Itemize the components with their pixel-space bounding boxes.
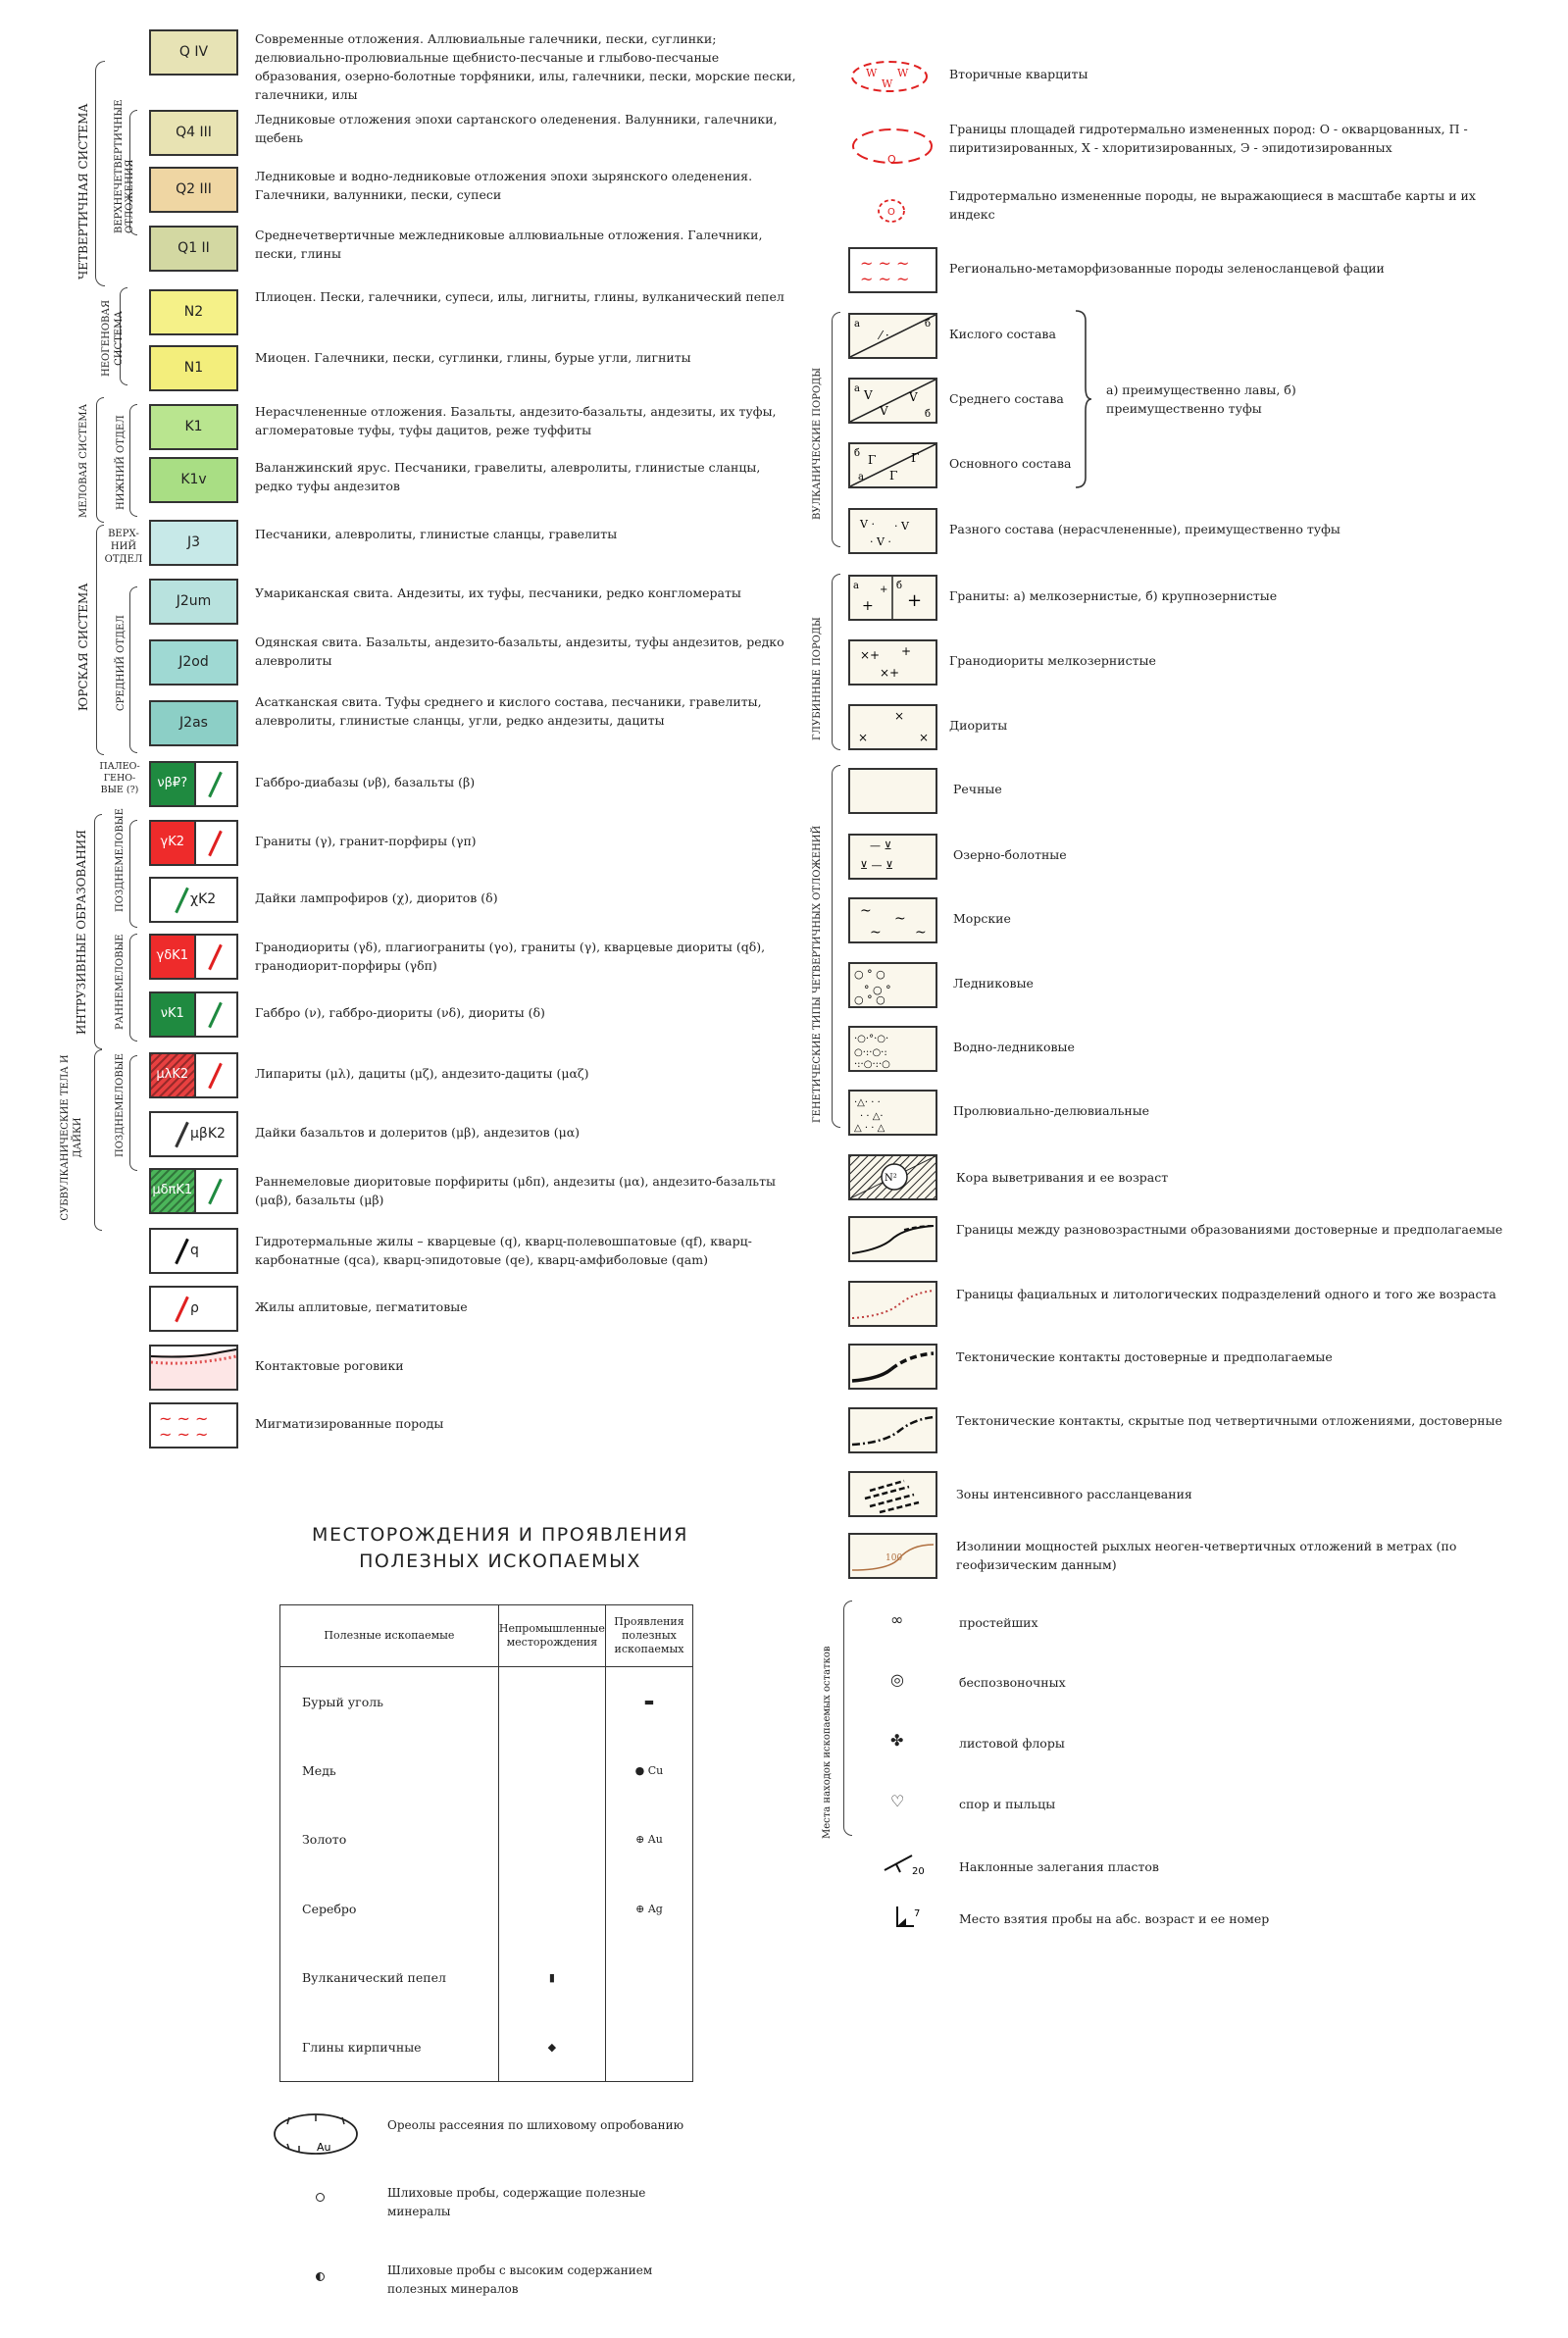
- intrusive-swatch: [149, 934, 238, 980]
- misc-desc: Кора выветривания и ее возраст: [956, 1170, 1169, 1185]
- strata-desc: Плиоцен. Пески, галечники, супеси, илы, лигниты, глины, вулканический пепел: [255, 289, 784, 304]
- svg-text:×+: ×+: [860, 648, 881, 662]
- deep-symbol: [848, 639, 937, 686]
- hydrothermal-boundary-symbol: [848, 124, 936, 169]
- dyke-stroke: [208, 1002, 223, 1029]
- svg-text:+: +: [862, 598, 874, 614]
- svg-text:~ ~ ~: ~ ~ ~: [860, 270, 910, 288]
- volcanic-desc: Основного состава: [949, 456, 1072, 471]
- svg-text:○ ° ○: ○ ° ○: [854, 968, 885, 981]
- mine-name: Глины кирпичные: [280, 2012, 499, 2082]
- deep-symbol: [848, 704, 937, 750]
- dyke-stroke: [175, 888, 189, 914]
- late-cret-label: ПОЗДНЕМЕЛОВЫЕ: [115, 808, 126, 912]
- svg-text:· · △·: · · △·: [860, 1111, 884, 1122]
- misc-desc: Изолинии мощностей рыхлых неоген-четвертичных отложений в метрах (по геофизическим данным): [956, 1539, 1457, 1572]
- svg-text:○ ° ○: ○ ° ○: [854, 993, 885, 1006]
- svg-text:·○·°·○·: ·○·°·○·: [854, 1034, 889, 1044]
- intrusive-desc: Дайки базальтов и долеритов (μβ), андезитов (μα): [255, 1125, 581, 1140]
- intrusive-symbol: νK1: [151, 993, 194, 1036]
- mine-deposit-symbol: [498, 1805, 605, 1875]
- misc-desc: Границы между разновозрастными образованиями достоверные и предполагаемые: [956, 1222, 1503, 1237]
- fossil-desc: простейших: [959, 1615, 1038, 1630]
- mine-name: Бурый уголь: [280, 1667, 499, 1737]
- intrusive-symbol: μβK2: [190, 1126, 226, 1142]
- mine-show-symbol: [605, 2012, 692, 2082]
- svg-text:V: V: [864, 388, 873, 402]
- volcanic-desc: Разного состава (нерасчлененные), преимущественно туфы: [949, 522, 1340, 536]
- svg-text:N²: N²: [885, 1173, 897, 1184]
- deep-symbol: [848, 575, 937, 621]
- svg-text:W: W: [897, 67, 909, 79]
- svg-text:~: ~: [870, 925, 882, 940]
- halo-label: Au: [317, 2141, 331, 2154]
- right-top-0: Вторичные кварциты: [949, 67, 1088, 81]
- genetic-desc: Речные: [953, 782, 1002, 796]
- genetic-label: ГЕНЕТИЧЕСКИЕ ТИПЫ ЧЕТВЕРТИЧНЫХ ОТЛОЖЕНИЙ: [812, 825, 823, 1123]
- svg-text:Γ: Γ: [911, 451, 920, 465]
- strata-desc: Одянская свита. Базальты, андезито-базальты, андезиты, туфы андезитов, редко алевролиты: [255, 635, 784, 668]
- misc-symbol: [848, 1216, 937, 1262]
- svg-text:· V: · V: [894, 520, 909, 533]
- mine-name: Золото: [280, 1805, 499, 1875]
- svg-text:W: W: [882, 77, 893, 90]
- strata-swatch: Q2 III: [149, 167, 238, 213]
- genetic-desc: Водно-ледниковые: [953, 1040, 1075, 1054]
- svg-text:×: ×: [894, 709, 905, 723]
- sample-symbol: [894, 1903, 934, 1932]
- volcanic-note: а) преимущественно лавы, б) преимущественно туфы: [1106, 382, 1296, 416]
- intrusive-symbol: γδK1: [151, 936, 194, 978]
- strata-desc: Среднечетвертичные межледниковые аллювиальные отложения. Галечники, пески, глины: [255, 228, 763, 261]
- mine-table: [279, 1604, 693, 2082]
- volcanic-label: ВУЛКАНИЧЕСКИЕ ПОРОДЫ: [812, 367, 823, 520]
- intrusive-desc: Габбро-диабазы (νβ), базальты (β): [255, 775, 476, 789]
- svg-text:а: а: [854, 383, 860, 394]
- intrusive-symbol: γK2: [151, 822, 194, 864]
- misc-symbol: [848, 1281, 937, 1327]
- svg-text:— ⊻: — ⊻: [870, 839, 892, 852]
- mine-title: МЕСТОРОЖДЕНИЯ И ПРОЯВЛЕНИЯ ПОЛЕЗНЫХ ИСКОПАЕМЫХ: [312, 1524, 688, 1572]
- deep-desc: Гранодиориты мелкозернистые: [949, 653, 1156, 668]
- svg-text:а: а: [854, 319, 860, 330]
- hydrothermal-small-label: О: [887, 207, 895, 218]
- migmatite-pattern: [151, 1404, 236, 1447]
- svg-text:+: +: [901, 644, 912, 658]
- subvolcanic-label: СУБВУЛКАНИЧЕСКИЕ ТЕЛА И ДАЙКИ: [60, 1054, 83, 1221]
- shlich-filled-icon: [316, 2272, 325, 2281]
- deep-desc: Граниты: а) мелкозернистые, б) крупнозернистые: [949, 588, 1278, 603]
- deep-label: ГЛУБИННЫЕ ПОРОДЫ: [812, 617, 823, 740]
- volcanic-desc: Кислого состава: [949, 327, 1056, 341]
- dyke-stroke: [208, 831, 223, 857]
- middle-dept-label: СРЕДНИЙ ОТДЕЛ: [116, 615, 126, 711]
- intrusive-desc: Жилы аплитовые, пегматитовые: [255, 1299, 468, 1314]
- svg-text:б: б: [925, 409, 932, 420]
- mine-name: Медь: [280, 1736, 499, 1805]
- cretaceous-bracket: [96, 397, 104, 523]
- svg-text:V ·: V ·: [860, 518, 875, 531]
- mine-deposit-symbol: ▮: [498, 1944, 605, 2013]
- strata-swatch: Q1 II: [149, 226, 238, 272]
- misc-symbol: [848, 1533, 937, 1579]
- intrusive-swatch: [149, 1168, 238, 1214]
- fossil-icon: ♡: [890, 1792, 905, 1810]
- intrusive-swatch: [149, 820, 238, 866]
- svg-text:100: 100: [885, 1553, 903, 1563]
- intrusive-symbol: q: [190, 1243, 199, 1258]
- halo-symbol: [270, 2109, 363, 2162]
- strata-swatch: Q IV: [149, 29, 238, 76]
- intrusive-symbol: χK2: [190, 891, 217, 907]
- intrusive-desc: Дайки лампрофиров (χ), диоритов (δ): [255, 890, 498, 905]
- dip-symbol: [883, 1851, 932, 1880]
- intrusive-desc: Габбро (ν), габбро-диориты (νδ), диориты (δ): [255, 1005, 545, 1020]
- dyke-stroke: [175, 1296, 189, 1323]
- intrusive-symbol: ρ: [190, 1300, 199, 1316]
- strata-desc: Валанжинский ярус. Песчаники, гравелиты, алевролиты, глинистые сланцы, редко туфы андезитов: [255, 460, 761, 493]
- paleogene-label: ПАЛЕО-ГЕНО-ВЫЕ (?): [99, 761, 140, 795]
- intrusive-swatch: [149, 1111, 238, 1157]
- svg-text:Γ: Γ: [889, 469, 898, 483]
- intrusive-label: ИНТРУЗИВНЫЕ ОБРАЗОВАНИЯ: [75, 830, 88, 1035]
- strata-desc: Умариканская свита. Андезиты, их туфы, песчаники, редко конгломераты: [255, 585, 741, 600]
- fossil-desc: беспозвоночных: [959, 1675, 1066, 1690]
- volcanic-symbol: [848, 313, 937, 359]
- strata-desc: Песчаники, алевролиты, глинистые сланцы, гравелиты: [255, 527, 618, 541]
- genetic-bracket: [832, 765, 840, 1128]
- fossil-icon: ✤: [890, 1731, 904, 1750]
- intrusive-desc: Гидротермальные жилы – кварцевые (q), кварц-полевошпатовые (qf), кварц-карбонатные (qca), кварц-эпидотовые (qe), кварц-амфиболовые (qam): [255, 1234, 752, 1267]
- strata-desc: Ледниковые и водно-ледниковые отложения эпохи зырянского оледенения. Галечники, валунники, пески, супеси: [255, 169, 753, 202]
- mine-show-symbol: [605, 1944, 692, 2013]
- dyke-stroke: [175, 1122, 189, 1148]
- svg-text:○·:·○·:: ○·:·○·:: [854, 1047, 887, 1058]
- intrusive-swatch: [149, 761, 238, 807]
- strata-desc: Нерасчлененные отложения. Базальты, андезито-базальты, андезиты, их туфы, агломератовые туфы, туфы дацитов, реже туффиты: [255, 404, 777, 437]
- mine-row: [280, 2012, 693, 2082]
- right-top-2: Гидротермально измененные породы, не выражающиеся в масштабе карты и их индекс: [949, 188, 1476, 222]
- misc-desc: Зоны интенсивного рассланцевания: [956, 1487, 1192, 1501]
- mine-deposit-symbol: [498, 1667, 605, 1737]
- intrusive-desc: Гранодиориты (γδ), плагиограниты (γо), граниты (γ), кварцевые диориты (qδ), гранодиорит-порфиры (γδπ): [255, 940, 766, 973]
- volcanic-symbol: [848, 378, 937, 424]
- fossil-icon: ◎: [890, 1670, 904, 1689]
- neogene-label: НЕОГЕНОВАЯ СИСТЕМА: [101, 299, 125, 378]
- right-top-1: Границы площадей гидротермально измененных пород: О - окварцованных, П - пиритизированных, Х - хлоритизированных, Э - эпидотизированных: [949, 122, 1468, 155]
- intrusive-desc: Контактовые роговики: [255, 1358, 404, 1373]
- dip-label: 20: [912, 1866, 925, 1877]
- halo-text: Ореолы рассеяния по шлиховому опробованию: [387, 2118, 684, 2132]
- intrusive-dyke-cell: [194, 822, 237, 864]
- misc-desc: Границы фациальных и литологических подразделений одного и того же возраста: [956, 1287, 1496, 1301]
- mine-row: [280, 1805, 693, 1875]
- intrusive-swatch: [149, 877, 238, 923]
- svg-text:~: ~: [915, 925, 927, 940]
- hydrothermal-boundary-label: О: [887, 153, 896, 166]
- dyke-stroke: [208, 772, 223, 798]
- intrusive-desc: Мигматизированные породы: [255, 1416, 444, 1431]
- dip-text: Наклонные залегания пластов: [959, 1859, 1159, 1874]
- genetic-desc: Морские: [953, 911, 1011, 926]
- svg-text:V: V: [880, 404, 888, 418]
- svg-text:б: б: [854, 448, 861, 459]
- early-cret-label: РАННЕМЕЛОВЫЕ: [115, 934, 126, 1030]
- intrusive-swatch: [149, 991, 238, 1038]
- fossil-icon: ∞: [890, 1610, 904, 1629]
- mine-name: Серебро: [280, 1874, 499, 1944]
- strata-swatch: J2um: [149, 579, 238, 625]
- intrusive-symbol: νβ₽?: [151, 763, 194, 805]
- genetic-desc: Озерно-болотные: [953, 847, 1067, 862]
- shlich-open-icon: [316, 2193, 325, 2202]
- svg-text:W: W: [866, 67, 878, 79]
- dyke-stroke: [208, 1063, 223, 1090]
- mine-row: [280, 1667, 693, 1737]
- intrusive-dyke-cell: [194, 1170, 237, 1212]
- mine-show-symbol: ● Cu: [605, 1736, 692, 1805]
- volcanic-symbol: [848, 508, 937, 554]
- metamorphic-symbol: [848, 247, 937, 293]
- upper-quaternary-label: ВЕРХНЕЧЕТВЕРТИЧНЫЕ ОТЛОЖЕНИЯ: [114, 99, 135, 233]
- svg-text:V: V: [909, 390, 918, 404]
- mine-row: [280, 1874, 693, 1944]
- strata-desc: Асатканская свита. Туфы среднего и кислого состава, песчаники, гравелиты, алевролиты, глинистые сланцы, угли, редко андезиты, дациты: [255, 694, 762, 728]
- intrusive-swatch: [149, 1228, 238, 1274]
- fossil-label: Места находок ископаемых остатков: [822, 1646, 833, 1839]
- misc-symbol: [848, 1154, 937, 1200]
- fossil-desc: листовой флоры: [959, 1736, 1065, 1751]
- strata-swatch: N1: [149, 345, 238, 391]
- svg-text:б: б: [925, 319, 932, 330]
- quaternary-label: ЧЕТВЕРТИЧНАЯ СИСТЕМА: [76, 103, 90, 280]
- svg-text:⁄ ·: ⁄ ·: [880, 329, 889, 342]
- misc-desc: Тектонические контакты, скрытые под четвертичными отложениями, достоверные: [956, 1413, 1502, 1428]
- quaternary-bracket: [95, 61, 105, 286]
- upper-dept-label: ВЕРХ-НИЙ ОТДЕЛ: [104, 529, 143, 565]
- svg-text:~: ~: [860, 903, 872, 919]
- genetic-symbol: [848, 1090, 937, 1136]
- misc-desc: Тектонические контакты достоверные и предполагаемые: [956, 1349, 1333, 1364]
- volcanic-brace: [1074, 309, 1093, 490]
- intrusive-swatch: [149, 1345, 238, 1391]
- mine-show-symbol: ▬: [605, 1667, 692, 1737]
- mine-show-symbol: ⊕ Ag: [605, 1874, 692, 1944]
- strata-swatch: K1: [149, 404, 238, 450]
- strata-desc: Современные отложения. Аллювиальные галечники, пески, суглинки; делювиально-пролювиальные щебнисто-песчаные и глыбово-песчаные образования, озерно-болотные торфяники, илы, галечники, пески, морские пески, галечники, илы: [255, 31, 796, 102]
- intrusive-desc: Граниты (γ), гранит-порфиры (γπ): [255, 834, 477, 848]
- genetic-symbol: [848, 1026, 937, 1072]
- intrusive-swatch: [149, 1402, 238, 1449]
- svg-text:· V ·: · V ·: [870, 535, 891, 548]
- genetic-symbol: [848, 834, 937, 880]
- svg-text:~: ~: [894, 911, 906, 927]
- jurassic-label: ЮРСКАЯ СИСТЕМА: [76, 583, 90, 711]
- mine-deposit-symbol: ◆: [498, 2012, 605, 2082]
- early-cret-bracket: [129, 934, 137, 1042]
- strata-swatch: Q4 III: [149, 110, 238, 156]
- mine-show-symbol: ⊕ Au: [605, 1805, 692, 1875]
- genetic-symbol: [848, 768, 937, 814]
- svg-text:·△· · ·: ·△· · ·: [854, 1097, 881, 1108]
- intrusive-dyke-cell: [194, 993, 237, 1036]
- svg-text:·:·○·:·○: ·:·○·:·○: [854, 1059, 890, 1070]
- genetic-symbol: [848, 962, 937, 1008]
- genetic-symbol: [848, 897, 937, 943]
- dyke-stroke: [208, 1179, 223, 1205]
- mine-header-shows: Проявления полезных ископаемых: [605, 1605, 692, 1667]
- strata-desc: Ледниковые отложения эпохи сартанского оледенения. Валунники, галечники, щебень: [255, 112, 778, 145]
- shlich2-text: Шлиховые пробы с высоким содержанием полезных минералов: [387, 2263, 653, 2296]
- mine-row: [280, 1736, 693, 1805]
- mine-row: [280, 1944, 693, 2013]
- strata-desc: Миоцен. Галечники, пески, суглинки, глины, бурые угли, лигниты: [255, 350, 691, 365]
- sample-label: 7: [914, 1908, 921, 1919]
- svg-text:×: ×: [858, 731, 869, 744]
- dyke-stroke: [175, 1239, 189, 1265]
- late-cret2-bracket: [129, 1055, 137, 1171]
- svg-text:+: +: [880, 584, 888, 595]
- intrusive-swatch: [149, 1052, 238, 1098]
- intrusive-dyke-cell: [194, 936, 237, 978]
- lower-dept-label: НИЖНИЙ ОТДЕЛ: [116, 415, 126, 510]
- strata-swatch: J2as: [149, 700, 238, 746]
- deep-desc: Диориты: [949, 718, 1008, 733]
- cretaceous-label: МЕЛОВАЯ СИСТЕМА: [78, 403, 89, 518]
- intrusive-bracket: [94, 814, 102, 1049]
- secondary-quartzite-symbol: [848, 57, 932, 96]
- subvolcanic-bracket: [94, 1049, 102, 1231]
- middle-dept-bracket: [129, 586, 137, 753]
- hornfels-pattern: [151, 1347, 236, 1389]
- shlich1-text: Шлиховые пробы, содержащие полезные минералы: [387, 2186, 646, 2218]
- mine-deposit-symbol: [498, 1736, 605, 1805]
- svg-text:△ · · △: △ · · △: [854, 1123, 885, 1134]
- deep-bracket: [832, 574, 840, 750]
- svg-text:+: +: [907, 590, 923, 611]
- volcanic-bracket: [832, 312, 840, 547]
- mine-deposit-symbol: [498, 1874, 605, 1944]
- svg-text:~ ~ ~: ~ ~ ~: [159, 1425, 209, 1444]
- intrusive-swatch: [149, 1286, 238, 1332]
- right-top-3: Регионально-метаморфизованные породы зеленосланцевой фации: [949, 261, 1385, 276]
- intrusive-dyke-cell: [194, 1054, 237, 1096]
- intrusive-symbol: μλK2: [151, 1054, 194, 1096]
- fossil-bracket: [843, 1601, 852, 1836]
- svg-text:° ○ °: ° ○ °: [864, 984, 891, 996]
- svg-text:Γ: Γ: [868, 453, 877, 467]
- hydrothermal-small-symbol: [875, 195, 908, 227]
- svg-text:⊻ — ⊻: ⊻ — ⊻: [860, 859, 894, 872]
- svg-text:×+: ×+: [880, 666, 900, 680]
- strata-swatch: N2: [149, 289, 238, 335]
- volcanic-symbol: [848, 442, 937, 488]
- intrusive-dyke-cell: [194, 763, 237, 805]
- lower-dept-bracket: [129, 404, 137, 517]
- mine-name: Вулканический пепел: [280, 1944, 499, 2013]
- svg-text:а: а: [858, 472, 864, 483]
- svg-text:б: б: [896, 581, 903, 591]
- dyke-stroke: [208, 944, 223, 971]
- svg-text:×: ×: [919, 731, 930, 744]
- fossil-desc: спор и пыльцы: [959, 1797, 1056, 1811]
- strata-swatch: J3: [149, 520, 238, 566]
- mine-header-name: Полезные ископаемые: [280, 1605, 499, 1667]
- mine-header-deposits: Непромышленные месторождения: [498, 1605, 605, 1667]
- intrusive-desc: Раннемеловые диоритовые порфириты (μδπ), андезиты (μα), андезито-базальты (μαβ), базальты (μβ): [255, 1174, 776, 1207]
- genetic-desc: Ледниковые: [953, 976, 1034, 991]
- misc-symbol: [848, 1471, 937, 1517]
- strata-swatch: J2od: [149, 639, 238, 686]
- misc-symbol: [848, 1344, 937, 1390]
- svg-text:а: а: [853, 581, 859, 591]
- strata-swatch: K1v: [149, 457, 238, 503]
- svg-text:~ ~ ~: ~ ~ ~: [860, 254, 910, 273]
- intrusive-symbol: μδπK1: [151, 1170, 194, 1212]
- intrusive-desc: Липариты (μλ), дациты (μζ), андезито-дациты (μαζ): [255, 1066, 589, 1081]
- svg-text:~ ~ ~: ~ ~ ~: [159, 1409, 209, 1428]
- volcanic-desc: Среднего состава: [949, 391, 1064, 406]
- late-cret-bracket: [129, 820, 137, 928]
- late-cret2-label: ПОЗДНЕМЕЛОВЫЕ: [115, 1053, 126, 1157]
- misc-symbol: [848, 1407, 937, 1453]
- genetic-desc: Пролювиально-делювиальные: [953, 1103, 1150, 1118]
- sample-text: Место взятия пробы на абс. возраст и ее номер: [959, 1911, 1270, 1926]
